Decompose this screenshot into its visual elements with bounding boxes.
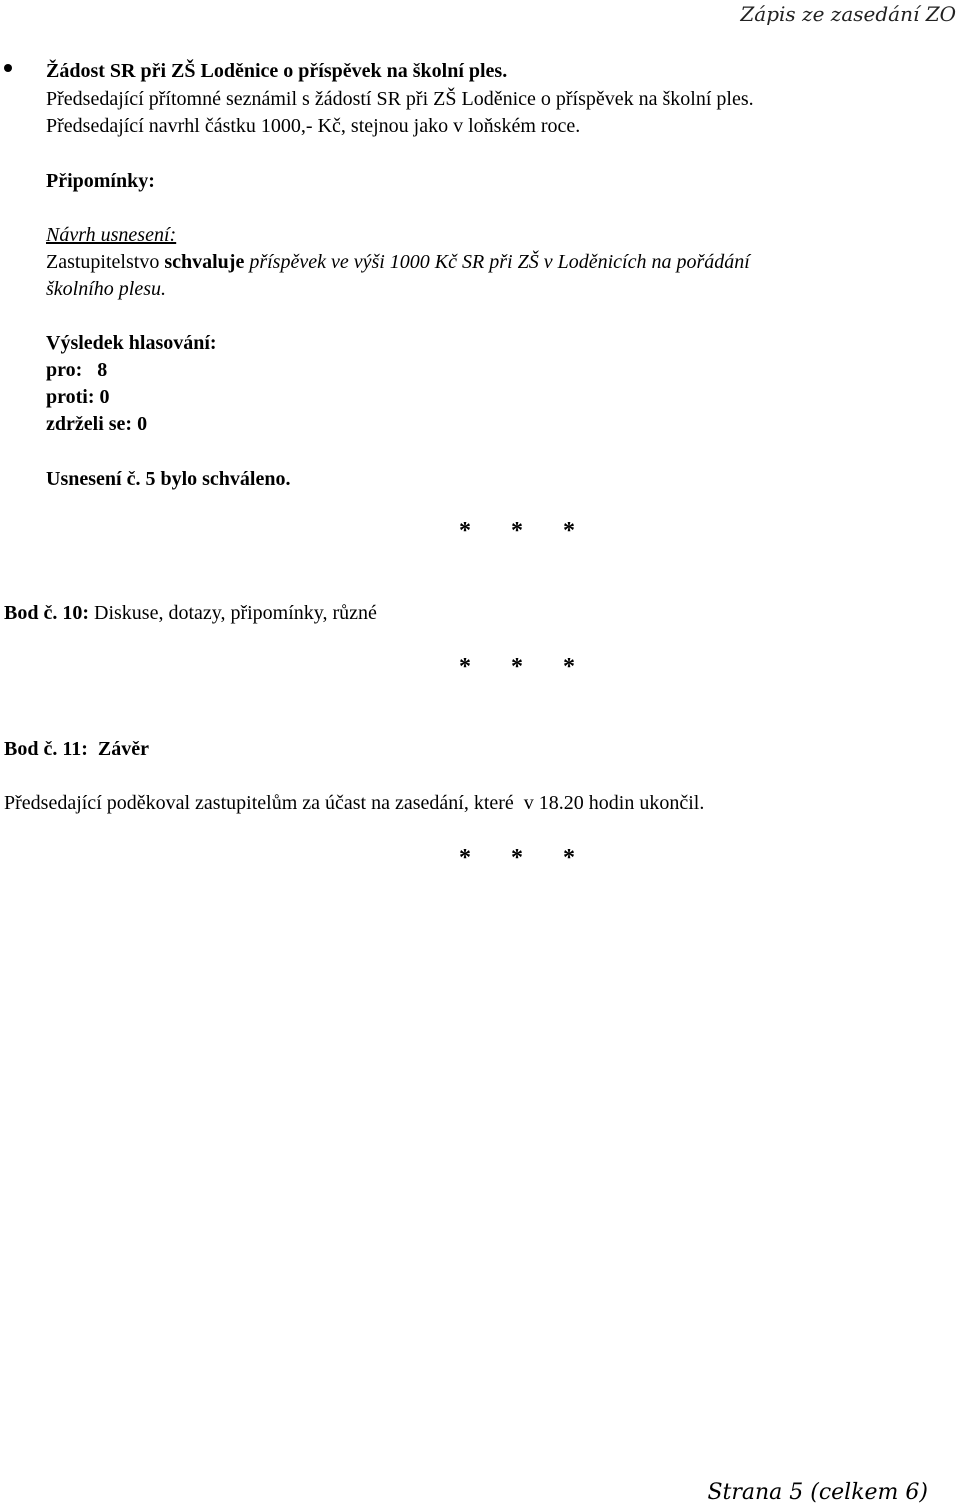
proposal-prefix: Zastupitelstvo (46, 251, 165, 273)
item11-number: Bod č. 11: (4, 738, 88, 760)
proposal-rest-line1: příspěvek ve výši 1000 Kč SR při ZŠ v Loděnicích na pořádání (244, 251, 750, 273)
page-header: Zápis ze zasedání ZO (740, 2, 956, 26)
proposal-line2: školního plesu. (46, 278, 166, 300)
separator-star: * (459, 518, 471, 544)
page-footer: Strana 5 (celkem 6) (707, 1480, 928, 1505)
separator-3 (459, 845, 615, 871)
separator-star: * (563, 518, 575, 544)
item11-text: Předsedající poděkoval zastupitelům za účast na zasedání, které v 18.20 hodin ukončil. (4, 792, 705, 814)
bullet-icon (4, 64, 12, 72)
proposal-verb: schvaluje (164, 251, 245, 273)
separator-star: * (563, 654, 575, 680)
vote-abstain: zdrželi se: 0 (46, 413, 148, 435)
separator-star: * (459, 654, 471, 680)
separator-star: * (511, 654, 523, 680)
proposal-label: Návrh usnesení: (46, 224, 177, 246)
item9-line1: Předsedající přítomné seznámil s žádostí SR při ZŠ Loděnice o příspěvek na školní ples. (46, 88, 754, 110)
item10-title: Diskuse, dotazy, připomínky, různé (89, 602, 377, 624)
separator-2 (459, 654, 615, 680)
item9-line2: Předsedající navrhl částku 1000,- Kč, stejnou jako v loňském roce. (46, 115, 581, 137)
proposal-line1 (46, 249, 750, 275)
separator-star: * (459, 845, 471, 871)
remarks-label: Připomínky: (46, 170, 155, 192)
separator-star: * (511, 518, 523, 544)
item11-heading (4, 736, 149, 762)
item11-title: Závěr (97, 738, 149, 760)
separator-star: * (563, 845, 575, 871)
item10-number: Bod č. 10: (4, 602, 89, 624)
item10-heading (4, 600, 377, 626)
separator-1 (459, 518, 615, 544)
vote-against: proti: 0 (46, 386, 110, 408)
vote-label: Výsledek hlasování: (46, 332, 217, 354)
resolution-text: Usnesení č. 5 bylo schváleno. (46, 468, 291, 490)
separator-star: * (511, 845, 523, 871)
item9-heading: Žádost SR při ZŠ Loděnice o příspěvek na školní ples. (46, 60, 508, 82)
vote-for: pro: 8 (46, 359, 108, 381)
